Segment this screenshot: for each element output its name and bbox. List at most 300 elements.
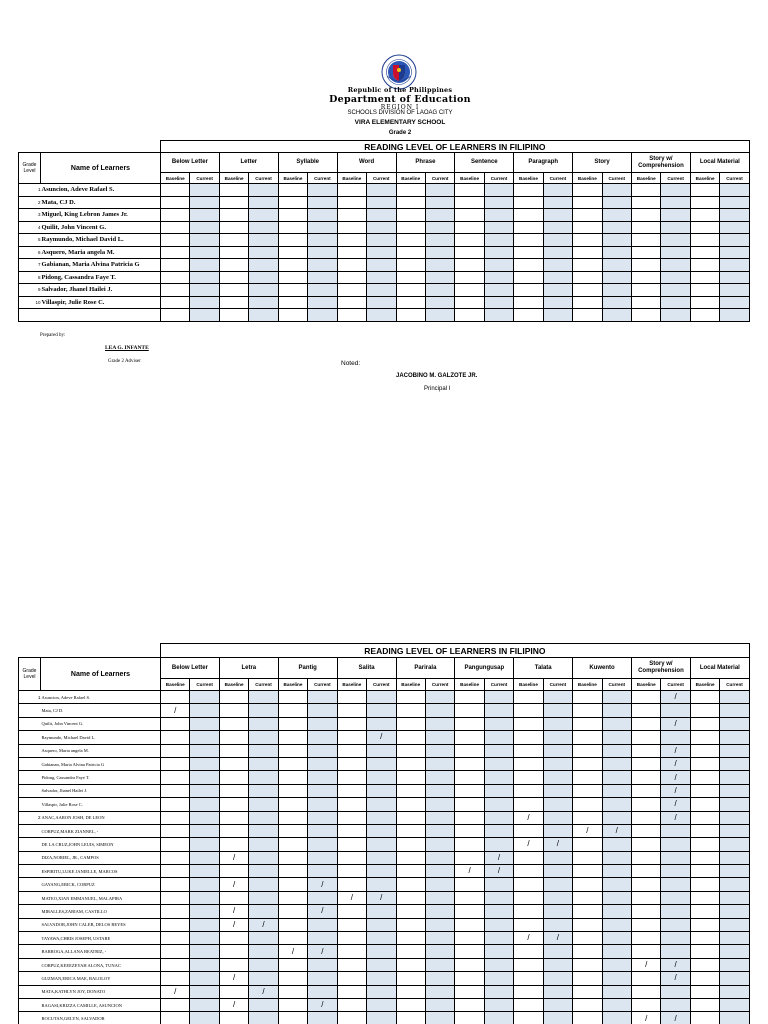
baseline-cell[interactable] [337,259,366,272]
baseline-cell[interactable] [337,851,366,864]
baseline-cell[interactable] [278,259,307,272]
current-cell[interactable] [484,209,513,222]
baseline-cell[interactable] [219,824,248,837]
current-cell[interactable] [484,296,513,309]
baseline-cell[interactable] [573,811,602,824]
baseline-cell[interactable] [161,309,190,322]
current-cell[interactable] [367,757,396,770]
baseline-cell[interactable] [396,784,425,797]
current-cell[interactable] [308,771,337,784]
baseline-cell[interactable] [161,717,190,730]
baseline-cell[interactable] [514,878,543,891]
current-cell[interactable]: / [661,958,690,971]
current-cell[interactable] [720,757,749,770]
current-cell[interactable] [543,259,572,272]
baseline-cell[interactable] [219,209,248,222]
current-cell[interactable] [425,209,454,222]
current-cell[interactable] [720,905,749,918]
current-cell[interactable] [543,784,572,797]
current-cell[interactable] [543,731,572,744]
baseline-cell[interactable] [396,972,425,985]
current-cell[interactable] [367,1012,396,1024]
baseline-cell[interactable] [690,824,719,837]
current-cell[interactable] [484,891,513,904]
baseline-cell[interactable]: / [514,811,543,824]
baseline-cell[interactable] [573,905,602,918]
baseline-cell[interactable] [573,259,602,272]
current-cell[interactable] [720,985,749,998]
baseline-cell[interactable] [573,851,602,864]
baseline-cell[interactable] [337,234,366,247]
current-cell[interactable] [425,972,454,985]
baseline-cell[interactable] [337,717,366,730]
baseline-cell[interactable] [219,891,248,904]
baseline-cell[interactable] [573,998,602,1011]
baseline-cell[interactable] [632,271,661,284]
current-cell[interactable] [367,878,396,891]
baseline-cell[interactable] [690,209,719,222]
current-cell[interactable] [308,234,337,247]
current-cell[interactable] [367,932,396,945]
current-cell[interactable] [308,246,337,259]
baseline-cell[interactable] [690,234,719,247]
baseline-cell[interactable] [337,246,366,259]
current-cell[interactable] [484,704,513,717]
current-cell[interactable]: / [661,744,690,757]
baseline-cell[interactable] [514,798,543,811]
current-cell[interactable]: / [661,972,690,985]
baseline-cell[interactable] [161,811,190,824]
current-cell[interactable] [543,985,572,998]
current-cell[interactable] [543,246,572,259]
baseline-cell[interactable] [632,731,661,744]
current-cell[interactable] [190,878,219,891]
baseline-cell[interactable] [455,798,484,811]
current-cell[interactable] [720,744,749,757]
current-cell[interactable]: / [661,717,690,730]
baseline-cell[interactable] [455,945,484,958]
current-cell[interactable] [484,811,513,824]
current-cell[interactable] [602,744,631,757]
current-cell[interactable] [720,234,749,247]
current-cell[interactable] [425,234,454,247]
baseline-cell[interactable] [632,757,661,770]
current-cell[interactable] [367,221,396,234]
baseline-cell[interactable] [161,972,190,985]
current-cell[interactable] [661,234,690,247]
baseline-cell[interactable] [396,945,425,958]
current-cell[interactable] [661,704,690,717]
current-cell[interactable] [543,691,572,704]
current-cell[interactable] [543,234,572,247]
current-cell[interactable] [367,905,396,918]
current-cell[interactable] [425,744,454,757]
current-cell[interactable] [484,918,513,931]
current-cell[interactable] [308,798,337,811]
baseline-cell[interactable] [219,945,248,958]
current-cell[interactable] [308,744,337,757]
current-cell[interactable]: / [308,878,337,891]
baseline-cell[interactable] [455,704,484,717]
current-cell[interactable] [543,851,572,864]
baseline-cell[interactable] [632,865,661,878]
baseline-cell[interactable] [278,691,307,704]
current-cell[interactable] [602,972,631,985]
baseline-cell[interactable] [455,784,484,797]
current-cell[interactable] [190,945,219,958]
baseline-cell[interactable] [278,905,307,918]
baseline-cell[interactable] [573,271,602,284]
baseline-cell[interactable] [514,1012,543,1024]
current-cell[interactable] [602,891,631,904]
current-cell[interactable] [602,878,631,891]
baseline-cell[interactable] [573,972,602,985]
current-cell[interactable] [367,945,396,958]
baseline-cell[interactable] [337,985,366,998]
current-cell[interactable] [249,998,278,1011]
current-cell[interactable] [367,296,396,309]
baseline-cell[interactable] [690,985,719,998]
current-cell[interactable] [308,972,337,985]
baseline-cell[interactable] [396,878,425,891]
baseline-cell[interactable] [396,1012,425,1024]
current-cell[interactable] [425,918,454,931]
current-cell[interactable]: / [308,998,337,1011]
current-cell[interactable] [190,744,219,757]
baseline-cell[interactable] [455,958,484,971]
baseline-cell[interactable] [396,824,425,837]
baseline-cell[interactable] [337,744,366,757]
baseline-cell[interactable] [161,905,190,918]
current-cell[interactable]: / [661,1012,690,1024]
baseline-cell[interactable] [278,784,307,797]
baseline-cell[interactable] [396,757,425,770]
baseline-cell[interactable] [219,717,248,730]
baseline-cell[interactable] [573,798,602,811]
current-cell[interactable] [190,284,219,297]
current-cell[interactable]: / [661,811,690,824]
baseline-cell[interactable] [161,744,190,757]
current-cell[interactable] [367,998,396,1011]
baseline-cell[interactable] [690,221,719,234]
baseline-cell[interactable] [455,851,484,864]
current-cell[interactable] [661,309,690,322]
current-cell[interactable] [308,731,337,744]
baseline-cell[interactable] [455,891,484,904]
baseline-cell[interactable] [219,985,248,998]
current-cell[interactable]: / [661,798,690,811]
current-cell[interactable] [308,757,337,770]
baseline-cell[interactable] [632,184,661,197]
baseline-cell[interactable] [573,234,602,247]
current-cell[interactable] [484,798,513,811]
current-cell[interactable] [190,784,219,797]
baseline-cell[interactable] [278,891,307,904]
baseline-cell[interactable] [396,717,425,730]
baseline-cell[interactable]: / [632,958,661,971]
baseline-cell[interactable] [573,704,602,717]
current-cell[interactable] [543,798,572,811]
current-cell[interactable] [543,998,572,1011]
baseline-cell[interactable] [396,891,425,904]
current-cell[interactable] [190,998,219,1011]
baseline-cell[interactable] [219,196,248,209]
baseline-cell[interactable] [573,771,602,784]
current-cell[interactable] [249,945,278,958]
baseline-cell[interactable] [632,918,661,931]
baseline-cell[interactable] [632,717,661,730]
baseline-cell[interactable] [396,865,425,878]
current-cell[interactable] [661,196,690,209]
baseline-cell[interactable] [219,704,248,717]
baseline-cell[interactable] [690,958,719,971]
baseline-cell[interactable] [573,1012,602,1024]
baseline-cell[interactable] [278,744,307,757]
current-cell[interactable] [425,905,454,918]
baseline-cell[interactable]: / [337,891,366,904]
baseline-cell[interactable] [219,691,248,704]
current-cell[interactable] [602,221,631,234]
current-cell[interactable] [602,731,631,744]
current-cell[interactable] [249,905,278,918]
baseline-cell[interactable] [455,1012,484,1024]
baseline-cell[interactable] [455,184,484,197]
baseline-cell[interactable] [337,824,366,837]
baseline-cell[interactable] [396,998,425,1011]
baseline-cell[interactable] [219,309,248,322]
current-cell[interactable] [190,985,219,998]
current-cell[interactable] [543,296,572,309]
baseline-cell[interactable] [514,757,543,770]
baseline-cell[interactable] [690,259,719,272]
baseline-cell[interactable] [573,945,602,958]
current-cell[interactable] [308,985,337,998]
current-cell[interactable] [661,259,690,272]
baseline-cell[interactable] [632,309,661,322]
current-cell[interactable] [308,309,337,322]
baseline-cell[interactable] [455,309,484,322]
baseline-cell[interactable] [514,691,543,704]
current-cell[interactable] [425,878,454,891]
baseline-cell[interactable] [161,284,190,297]
baseline-cell[interactable] [396,905,425,918]
current-cell[interactable] [720,196,749,209]
current-cell[interactable] [249,958,278,971]
baseline-cell[interactable] [455,221,484,234]
baseline-cell[interactable] [455,905,484,918]
current-cell[interactable] [484,985,513,998]
baseline-cell[interactable] [337,196,366,209]
baseline-cell[interactable] [455,757,484,770]
baseline-cell[interactable] [219,932,248,945]
baseline-cell[interactable] [219,838,248,851]
current-cell[interactable] [308,704,337,717]
baseline-cell[interactable] [161,998,190,1011]
current-cell[interactable] [367,691,396,704]
current-cell[interactable] [484,259,513,272]
current-cell[interactable] [661,209,690,222]
current-cell[interactable] [720,851,749,864]
current-cell[interactable] [190,824,219,837]
baseline-cell[interactable] [278,932,307,945]
current-cell[interactable] [661,891,690,904]
baseline-cell[interactable] [514,998,543,1011]
baseline-cell[interactable] [573,691,602,704]
baseline-cell[interactable] [514,731,543,744]
current-cell[interactable] [190,196,219,209]
current-cell[interactable] [720,945,749,958]
baseline-cell[interactable] [396,246,425,259]
baseline-cell[interactable] [278,209,307,222]
baseline-cell[interactable] [396,284,425,297]
current-cell[interactable] [308,918,337,931]
baseline-cell[interactable] [396,811,425,824]
current-cell[interactable]: / [249,918,278,931]
current-cell[interactable] [720,221,749,234]
current-cell[interactable]: / [661,757,690,770]
baseline-cell[interactable] [337,731,366,744]
current-cell[interactable] [602,271,631,284]
current-cell[interactable]: / [543,932,572,945]
current-cell[interactable] [484,691,513,704]
current-cell[interactable] [602,246,631,259]
baseline-cell[interactable] [396,209,425,222]
baseline-cell[interactable] [337,958,366,971]
baseline-cell[interactable] [514,259,543,272]
baseline-cell[interactable] [632,851,661,864]
baseline-cell[interactable] [632,972,661,985]
current-cell[interactable] [190,184,219,197]
baseline-cell[interactable] [690,905,719,918]
baseline-cell[interactable] [219,1012,248,1024]
current-cell[interactable] [543,196,572,209]
baseline-cell[interactable] [632,209,661,222]
baseline-cell[interactable] [161,798,190,811]
baseline-cell[interactable] [514,309,543,322]
current-cell[interactable]: / [367,731,396,744]
baseline-cell[interactable]: / [455,865,484,878]
current-cell[interactable] [661,184,690,197]
baseline-cell[interactable] [573,744,602,757]
current-cell[interactable] [249,221,278,234]
current-cell[interactable] [602,985,631,998]
current-cell[interactable] [602,184,631,197]
current-cell[interactable] [367,784,396,797]
current-cell[interactable] [720,998,749,1011]
current-cell[interactable] [484,234,513,247]
baseline-cell[interactable] [396,691,425,704]
baseline-cell[interactable] [278,958,307,971]
baseline-cell[interactable] [219,184,248,197]
baseline-cell[interactable] [219,865,248,878]
baseline-cell[interactable] [161,891,190,904]
current-cell[interactable] [249,691,278,704]
current-cell[interactable] [543,824,572,837]
current-cell[interactable] [249,891,278,904]
current-cell[interactable] [190,958,219,971]
current-cell[interactable] [190,851,219,864]
current-cell[interactable] [543,811,572,824]
baseline-cell[interactable] [337,972,366,985]
baseline-cell[interactable] [632,296,661,309]
current-cell[interactable] [425,246,454,259]
current-cell[interactable] [425,757,454,770]
current-cell[interactable] [425,296,454,309]
baseline-cell[interactable] [632,878,661,891]
baseline-cell[interactable] [161,932,190,945]
baseline-cell[interactable] [219,798,248,811]
current-cell[interactable] [720,865,749,878]
baseline-cell[interactable] [690,196,719,209]
baseline-cell[interactable] [337,209,366,222]
current-cell[interactable] [367,309,396,322]
current-cell[interactable] [190,932,219,945]
current-cell[interactable] [367,918,396,931]
current-cell[interactable] [249,731,278,744]
current-cell[interactable] [720,731,749,744]
baseline-cell[interactable] [396,744,425,757]
current-cell[interactable] [425,958,454,971]
current-cell[interactable] [484,972,513,985]
baseline-cell[interactable] [514,184,543,197]
baseline-cell[interactable] [278,309,307,322]
current-cell[interactable] [543,905,572,918]
baseline-cell[interactable] [514,851,543,864]
current-cell[interactable] [720,771,749,784]
baseline-cell[interactable] [690,691,719,704]
baseline-cell[interactable] [396,771,425,784]
current-cell[interactable] [484,284,513,297]
current-cell[interactable] [308,838,337,851]
current-cell[interactable] [661,271,690,284]
baseline-cell[interactable]: / [219,851,248,864]
current-cell[interactable] [661,731,690,744]
baseline-cell[interactable] [396,221,425,234]
baseline-cell[interactable] [632,824,661,837]
current-cell[interactable] [249,744,278,757]
current-cell[interactable] [249,972,278,985]
baseline-cell[interactable] [690,878,719,891]
baseline-cell[interactable] [161,221,190,234]
baseline-cell[interactable]: / [219,905,248,918]
current-cell[interactable] [720,878,749,891]
current-cell[interactable] [720,918,749,931]
baseline-cell[interactable] [161,958,190,971]
current-cell[interactable] [602,851,631,864]
baseline-cell[interactable] [514,704,543,717]
baseline-cell[interactable] [161,271,190,284]
baseline-cell[interactable] [161,259,190,272]
current-cell[interactable] [367,985,396,998]
current-cell[interactable] [720,798,749,811]
baseline-cell[interactable] [632,196,661,209]
baseline-cell[interactable] [396,271,425,284]
baseline-cell[interactable] [455,259,484,272]
baseline-cell[interactable] [690,784,719,797]
current-cell[interactable] [367,865,396,878]
current-cell[interactable] [190,891,219,904]
current-cell[interactable] [543,771,572,784]
baseline-cell[interactable] [278,717,307,730]
current-cell[interactable] [425,865,454,878]
baseline-cell[interactable] [690,284,719,297]
current-cell[interactable] [720,259,749,272]
baseline-cell[interactable] [573,878,602,891]
baseline-cell[interactable] [690,744,719,757]
current-cell[interactable]: / [308,945,337,958]
current-cell[interactable] [367,811,396,824]
current-cell[interactable] [249,757,278,770]
